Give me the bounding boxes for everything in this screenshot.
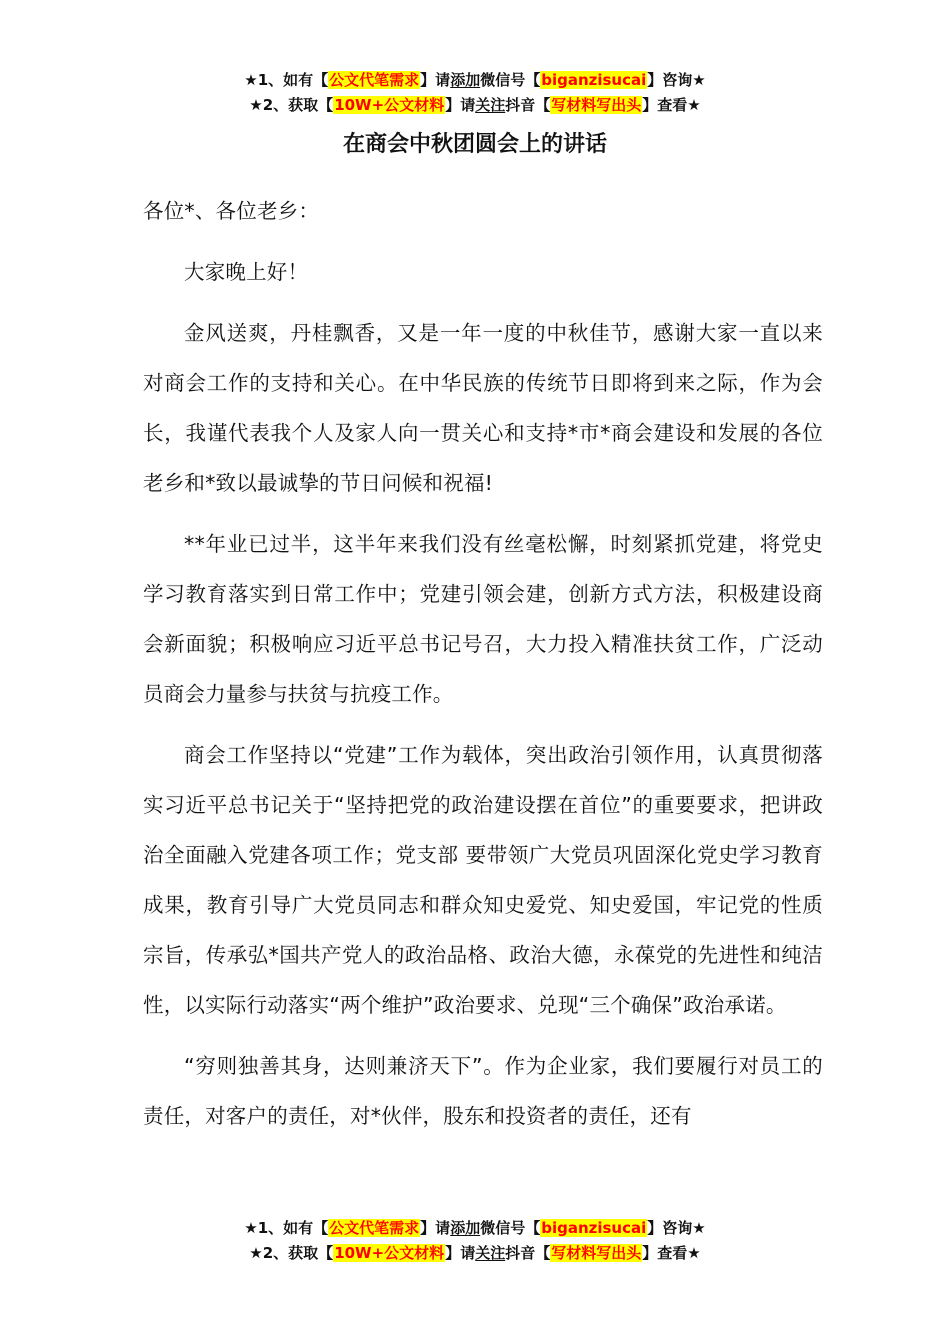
banner-highlight: biganzisucai: [541, 1219, 647, 1237]
header-banner: [0, 68, 950, 118]
paragraph: “穷则独善其身，达则兼济天下”。作为企业家，我们要履行对员工的责任，对客户的责任，对*伙伴，股东和投资者的责任，还有: [143, 1054, 823, 1128]
banner-highlight: 写材料写出头: [551, 96, 642, 114]
banner-line-2: [0, 93, 950, 118]
banner-text: 】请: [445, 96, 476, 114]
banner-text: 抖音【: [505, 96, 551, 114]
banner-line-1: [0, 1216, 950, 1241]
banner-underline: 关注: [475, 96, 506, 114]
paragraph: **年业已过半，这半年来我们没有丝毫松懈，时刻紧抓党建，将党史学习教育落实到日常工作中；党建引领会建，创新方式方法，积极建设商会新面貌；积极响应习近平总书记号召，大力投入精准扶贫工作，广泛动员商会力量参与扶贫与抗疫工作。: [143, 532, 823, 706]
banner-highlight: 写材料写出头: [551, 1244, 642, 1262]
banner-text: ★2、获取【: [249, 96, 334, 114]
document-body: [143, 186, 823, 1152]
banner-text: 】咨询★: [647, 71, 706, 89]
banner-underline: 添加: [450, 71, 481, 89]
banner-text: 微信号【: [480, 71, 541, 89]
paragraph: 商会工作坚持以“党建”工作为载体，突出政治引领作用，认真贯彻落实习近平总书记关于“坚持把党的政治建设摆在首位”的重要要求，把讲政治全面融入党建各项工作；党支部 要带领广大党员巩固深化党史学习教育成果，教育引导广大党员同志和群众知史爱党、知史爱国，牢记党的性质宗旨，传承弘*国共产党人的政治品格、政治大德，永葆党的先进性和纯洁性，以实际行动落实“两个维护”政治要求、兑现“三个确保”政治承诺。: [143, 743, 823, 1017]
banner-text: 】咨询★: [647, 1219, 706, 1237]
banner-text: 】请: [420, 71, 451, 89]
banner-text: ★1、如有【: [244, 1219, 329, 1237]
banner-highlight: 10W+公文材料: [334, 96, 445, 114]
banner-highlight: 公文代笔需求: [329, 71, 420, 89]
banner-text: 】查看★: [642, 96, 701, 114]
banner-text: ★2、获取【: [249, 1244, 334, 1262]
banner-highlight: 公文代笔需求: [329, 1219, 420, 1237]
banner-underline: 关注: [475, 1244, 506, 1262]
banner-line-1: [0, 68, 950, 93]
banner-text: 】查看★: [642, 1244, 701, 1262]
paragraph: 金风送爽，丹桂飘香，又是一年一度的中秋佳节，感谢大家一直以来对商会工作的支持和关心。在中华民族的传统节日即将到来之际，作为会长，我谨代表我个人及家人向一贯关心和支持*市*商会建设和发展的各位老乡和*致以最诚挚的节日问候和祝福!: [143, 321, 823, 495]
banner-text: 】请: [420, 1219, 451, 1237]
salutation: 各位*、各位老乡：: [143, 199, 320, 223]
banner-line-2: [0, 1241, 950, 1266]
paragraph: 大家晚上好！: [184, 260, 309, 284]
footer-banner: [0, 1216, 950, 1266]
banner-highlight: 10W+公文材料: [334, 1244, 445, 1262]
banner-highlight: biganzisucai: [541, 71, 647, 89]
banner-text: 抖音【: [505, 1244, 551, 1262]
document-title: 在商会中秋团圆会上的讲话: [342, 132, 607, 157]
banner-text: 】请: [445, 1244, 476, 1262]
banner-text: 微信号【: [480, 1219, 541, 1237]
banner-text: ★1、如有【: [244, 71, 329, 89]
banner-underline: 添加: [450, 1219, 481, 1237]
